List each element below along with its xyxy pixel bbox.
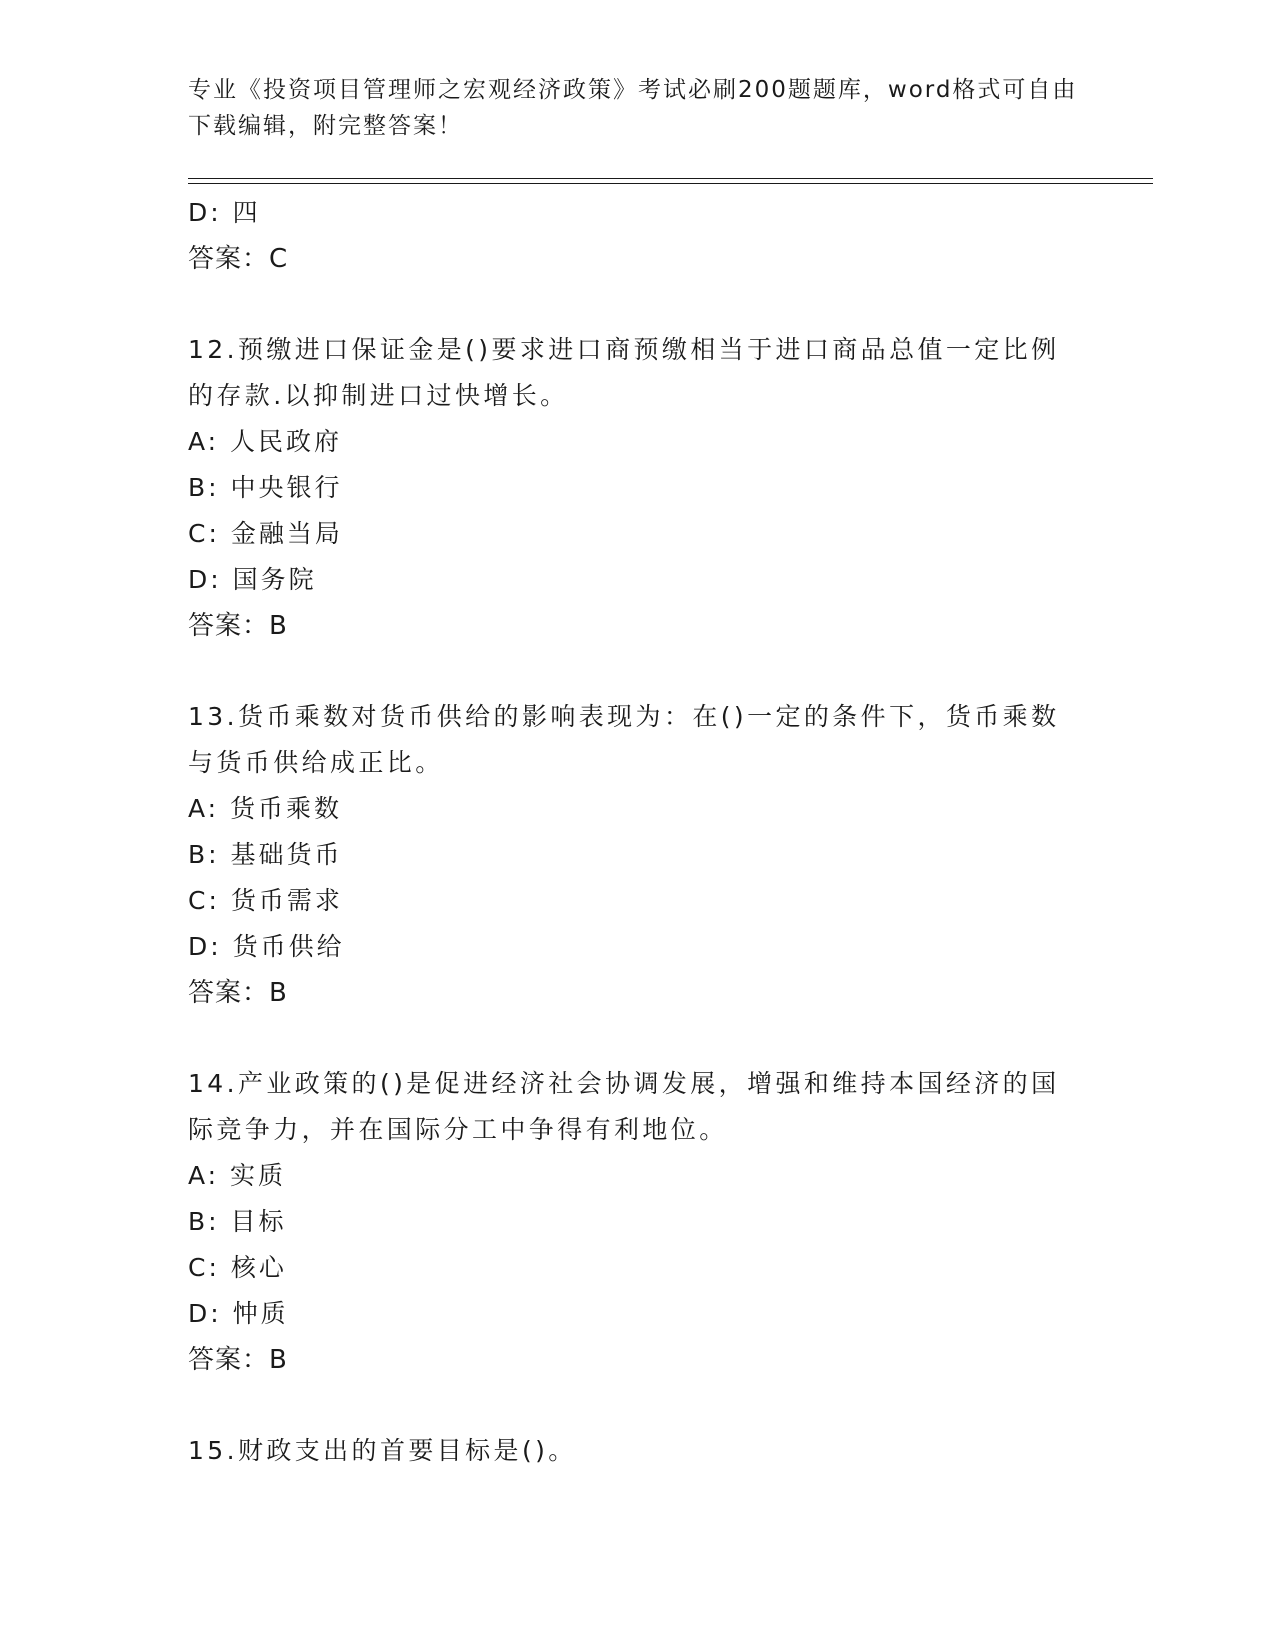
option-c: C: 核心	[188, 1253, 287, 1282]
question-12	[188, 327, 1088, 649]
option-b: B: 中央银行	[188, 473, 343, 502]
question-text-line-1: 13.货币乘数对货币供给的影响表现为：在()一定的条件下，货币乘数	[188, 702, 1060, 731]
document-body	[188, 190, 1088, 1474]
question-15	[188, 1428, 1088, 1474]
option-b: B: 目标	[188, 1207, 287, 1236]
question-text-line-2: 的存款.以抑制进口过快增长。	[188, 381, 569, 410]
header-line-2: 下载编辑，附完整答案！	[188, 113, 463, 139]
question-text-line-1: 12.预缴进口保证金是()要求进口商预缴相当于进口商品总值一定比例	[188, 335, 1060, 364]
option-c: C: 金融当局	[188, 519, 343, 548]
header-line-1: 专业《投资项目管理师之宏观经济政策》考试必刷200题题库，word格式可自由	[188, 77, 1078, 103]
option-d: D: 货币供给	[188, 932, 345, 961]
question-text-line-2: 与货币供给成正比。	[188, 748, 444, 777]
question-text-line-1: 14.产业政策的()是促进经济社会协调发展，增强和维持本国经济的国	[188, 1069, 1060, 1098]
option-d: D: 国务院	[188, 565, 317, 594]
answer-line: 答案：B	[188, 611, 288, 641]
option-a: A: 人民政府	[188, 427, 343, 456]
document-header	[188, 72, 1088, 144]
question-14	[188, 1061, 1088, 1383]
previous-question-fragment	[188, 190, 1088, 282]
answer-line: 答案：B	[188, 1345, 288, 1375]
option-c: C: 货币需求	[188, 886, 343, 915]
header-divider-top	[188, 178, 1153, 179]
question-13	[188, 694, 1088, 1016]
option-d: D: 四	[188, 198, 261, 227]
option-a: A: 实质	[188, 1161, 287, 1190]
option-b: B: 基础货币	[188, 840, 343, 869]
question-text-line-2: 际竞争力，并在国际分工中争得有利地位。	[188, 1115, 728, 1144]
answer-line: 答案：C	[188, 244, 289, 274]
answer-line: 答案：B	[188, 978, 288, 1008]
question-text-line-1: 15.财政支出的首要目标是()。	[188, 1436, 577, 1465]
option-d: D: 忡质	[188, 1299, 289, 1328]
header-divider-bottom	[188, 183, 1153, 184]
option-a: A: 货币乘数	[188, 794, 343, 823]
